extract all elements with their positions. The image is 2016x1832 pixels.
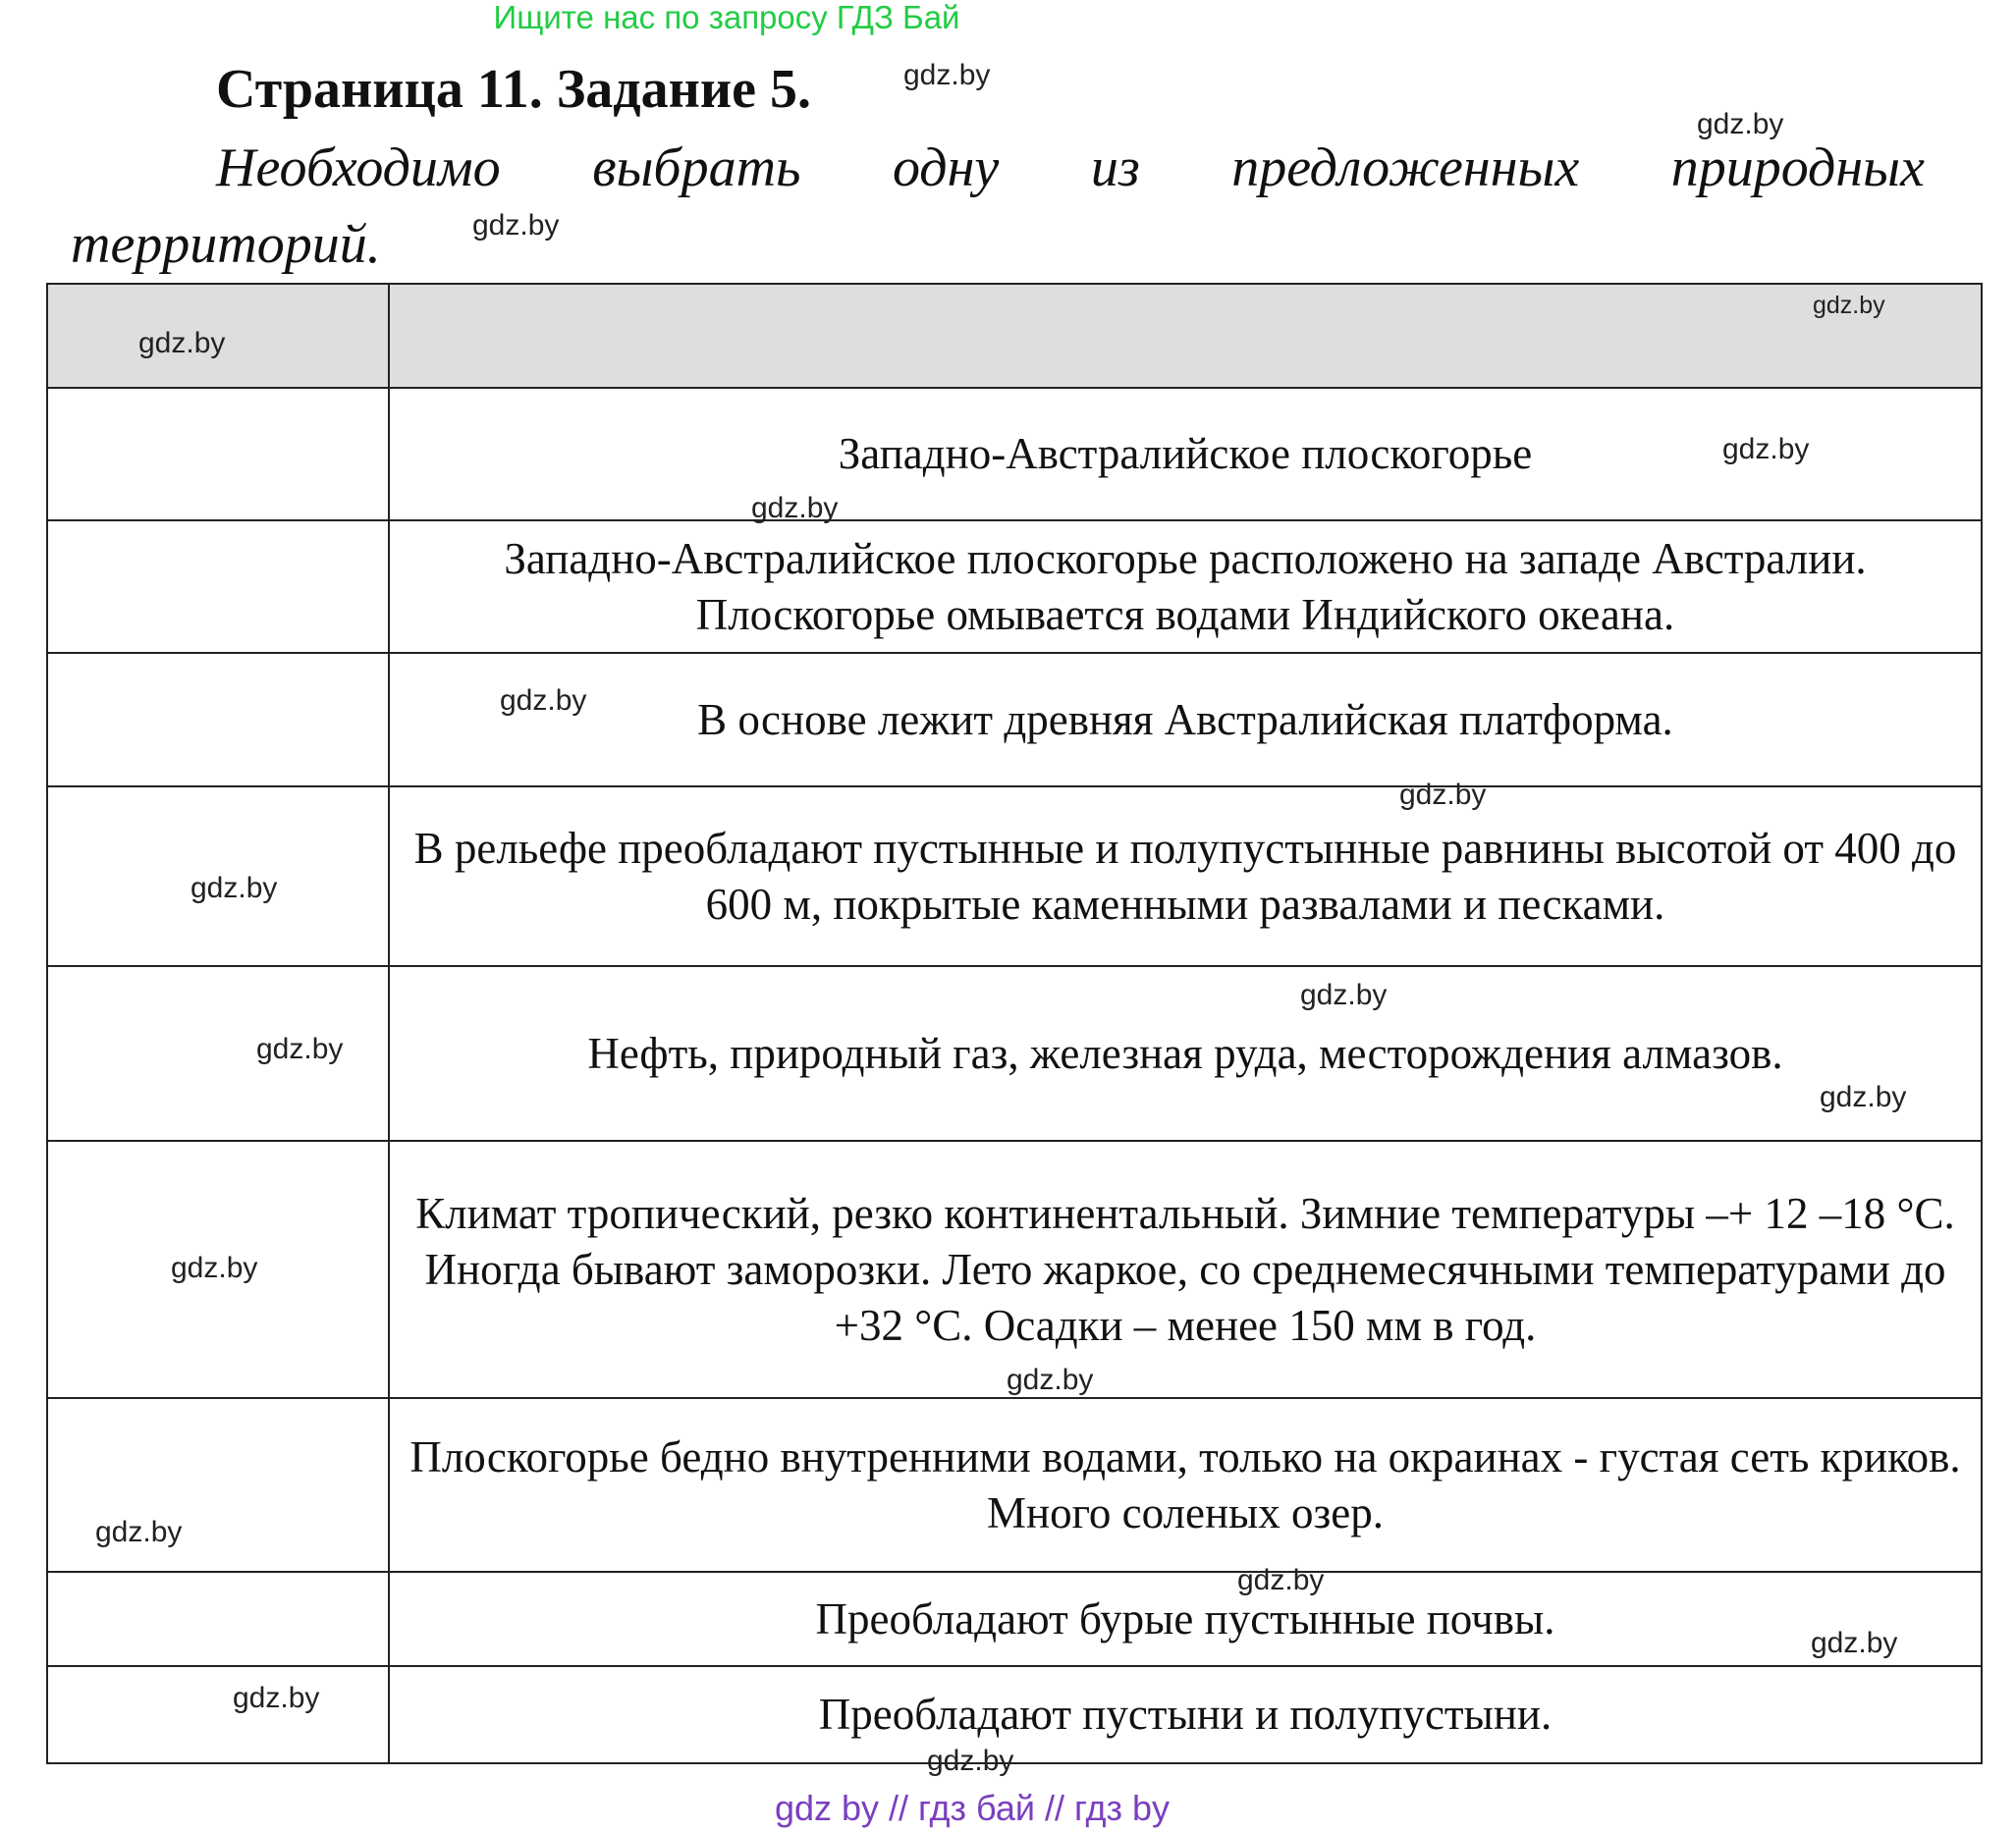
instruction-line-1 (71, 130, 1925, 206)
row-content-cell: В основе лежит древняя Австралийская платформа. (389, 653, 1982, 786)
row-content-cell: В рельефе преобладают пустынные и полупустынные равнины высотой от 400 до 600 м, покрытые каменными развалами и песками. (389, 786, 1982, 966)
row-content-cell: Преобладают бурые пустынные почвы. (389, 1572, 1982, 1666)
instruction-word: предложенных (1231, 137, 1580, 198)
instruction-word: выбрать (592, 137, 801, 198)
table-row (47, 388, 1982, 520)
watermark: gdz.by (1237, 1564, 1325, 1596)
watermark: gdz.by (903, 59, 991, 91)
table-row (47, 1572, 1982, 1666)
watermark: gdz.by (1399, 779, 1487, 811)
row-label-cell (47, 388, 389, 520)
watermark: gdz.by (233, 1682, 320, 1714)
instruction-line-2: территорий. (71, 214, 381, 275)
table-row (47, 653, 1982, 786)
watermark: gdz.by (1820, 1081, 1907, 1113)
watermark: gdz.by (1813, 292, 1885, 319)
watermark: gdz.by (1300, 979, 1388, 1011)
watermark: gdz.by (472, 209, 560, 242)
instruction-word: Необходимо (216, 137, 501, 198)
instruction-word: природных (1670, 137, 1925, 198)
watermark: gdz.by (500, 684, 587, 717)
row-content-cell: Западно-Австралийское плоскогорье расположено на западе Австралии. Плоскогорье омывается водами Индийского океана. (389, 520, 1982, 653)
row-content-cell: Западно-Австралийское плоскогорье (389, 388, 1982, 520)
row-content-cell: Нефть, природный газ, железная руда, месторождения алмазов. (389, 966, 1982, 1141)
watermark: gdz.by (256, 1033, 344, 1065)
table-row (47, 1398, 1982, 1572)
row-label-cell (47, 653, 389, 786)
watermark: gdz.by (1697, 108, 1784, 140)
watermark: gdz.by (927, 1745, 1014, 1777)
watermark: gdz.by (1007, 1364, 1094, 1396)
watermark: gdz.by (95, 1516, 183, 1548)
table-row (47, 1666, 1982, 1763)
row-label-cell (47, 1666, 389, 1763)
table-header-row (47, 284, 1982, 388)
task-instruction (71, 130, 1925, 283)
instruction-word: одну (893, 137, 1000, 198)
header-cell-right (389, 284, 1982, 388)
row-content-cell: Плоскогорье бедно внутренними водами, только на окраинах - густая сеть криков. Много соленых озер. (389, 1398, 1982, 1572)
watermark: gdz.by (1811, 1627, 1898, 1659)
row-label-cell (47, 1572, 389, 1666)
search-banner[interactable]: Ищите нас по запросу ГДЗ Бай (493, 0, 960, 35)
row-content-cell: Климат тропический, резко континентальный. Зимние температуры –+ 12 –18 °С. Иногда бывают заморозки. Лето жаркое, со среднемесячными температурами до +32 °С. Осадки – менее 150 мм в год. (389, 1141, 1982, 1398)
row-label-cell (47, 520, 389, 653)
watermark: gdz.by (1722, 433, 1810, 465)
footer-links[interactable]: gdz by // гдз бай // гдз by (774, 1788, 1171, 1828)
instruction-word: из (1090, 137, 1140, 198)
table-row (47, 786, 1982, 966)
table-row (47, 520, 1982, 653)
territory-table (46, 283, 1983, 1764)
watermark: gdz.by (171, 1252, 258, 1284)
page-title: Страница 11. Задание 5. (216, 59, 812, 120)
watermark: gdz.by (138, 327, 226, 359)
row-content-cell: Преобладают пустыни и полупустыни. (389, 1666, 1982, 1763)
watermark: gdz.by (191, 872, 278, 904)
watermark: gdz.by (751, 492, 839, 524)
table-row (47, 1141, 1982, 1398)
